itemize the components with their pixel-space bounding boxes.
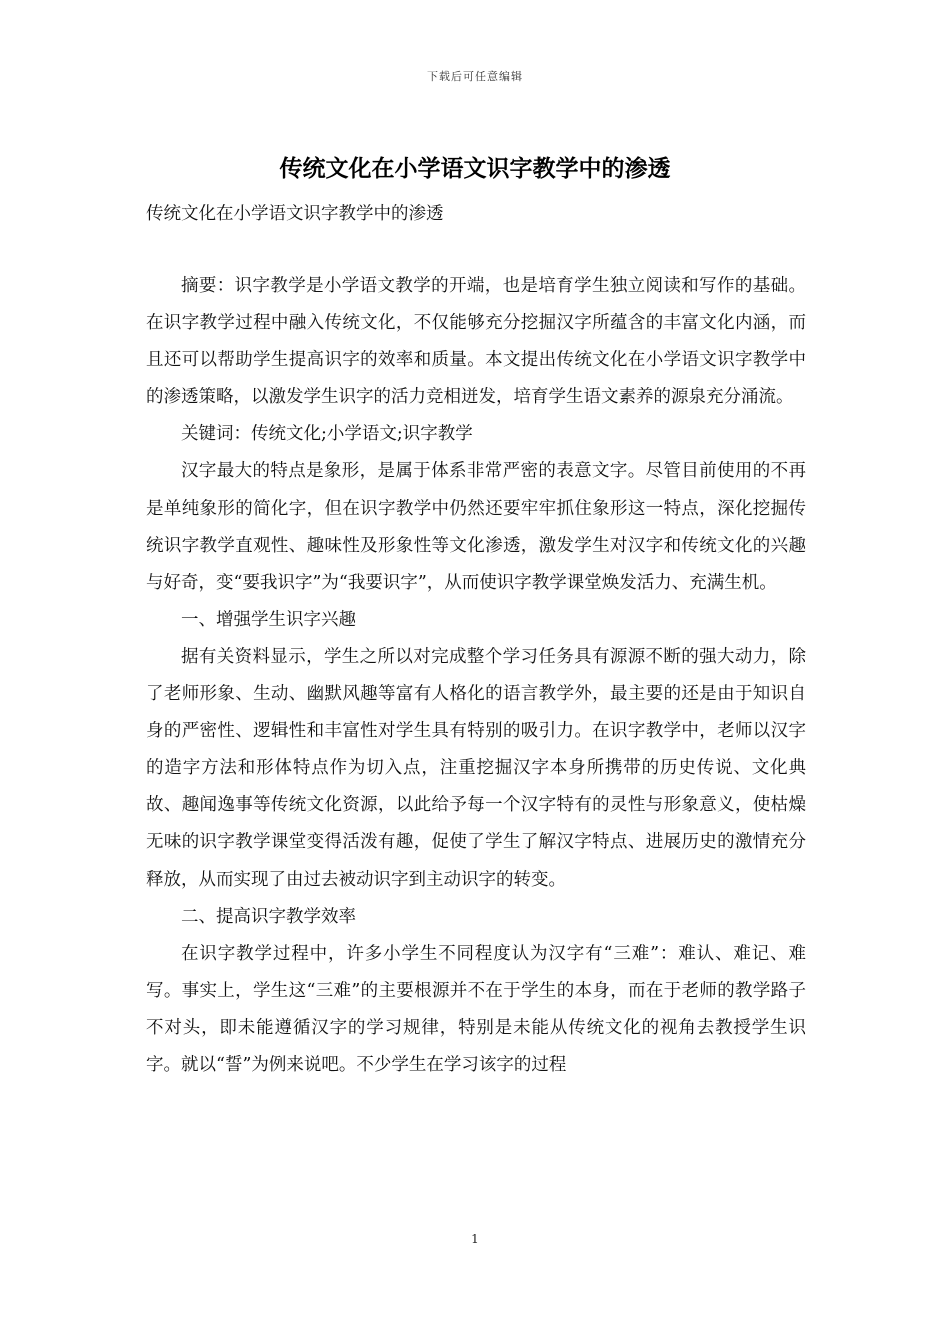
abstract-paragraph: 摘要：识字教学是小学语文教学的开端，也是培育学生独立阅读和写作的基础。在识字教学过程中融入传统文化，不仅能够充分挖掘汉字所蕴含的丰富文化内涵，而且还可以帮助学生提高识字的效率和质量。本文提出传统文化在小学语文识字教学中的渗透策略，以激发学生识字的活力竞相迸发，培育学生语文素养的源泉充分涌流。 — [146, 276, 806, 408]
document-title: 传统文化在小学语文识字教学中的渗透 — [279, 155, 671, 182]
page-number: 1 — [471, 1232, 479, 1246]
document-body — [146, 268, 806, 1084]
section-2-paragraph: 在识字教学过程中，许多小学生不同程度认为汉字有“三难”：难认、难记、难写。事实上，学生这“三难”的主要根源并不在于学生的本身，而在于老师的教学路子不对头，即未能遵循汉字的学习规律，特别是未能从传统文化的视角去教授学生识字。就以“誓”为例来说吧。不少学生在学习该字的过程 — [146, 943, 806, 1075]
document-subtitle: 传统文化在小学语文识字教学中的渗透 — [146, 204, 444, 224]
keywords-paragraph: 关键词：传统文化;小学语文;识字教学 — [181, 424, 473, 445]
intro-paragraph: 汉字最大的特点是象形，是属于体系非常严密的表意文字。尽管目前使用的不再是单纯象形的简化字，但在识字教学中仍然还要牢牢抓住象形这一特点，深化挖掘传统识字教学直观性、趣味性及形象性等文化渗透，激发学生对汉字和传统文化的兴趣与好奇，变“要我识字”为“我要识字”，从而使识字教学课堂焕发活力、充满生机。 — [146, 461, 806, 593]
header-note: 下载后可任意编辑 — [427, 70, 523, 83]
section-heading-2: 二、提高识字教学效率 — [181, 906, 356, 927]
section-1-paragraph: 据有关资料显示，学生之所以对完成整个学习任务具有源源不断的强大动力，除了老师形象、生动、幽默风趣等富有人格化的语言教学外，最主要的还是由于知识自身的严密性、逻辑性和丰富性对学生具有特别的吸引力。在识字教学中，老师以汉字的造字方法和形体特点作为切入点，注重挖掘汉字本身所携带的历史传说、文化典故、趣闻逸事等传统文化资源，以此给予每一个汉字特有的灵性与形象意义，使枯燥无味的识字教学课堂变得活泼有趣，促使了学生了解汉字特点、进展历史的激情充分释放，从而实现了由过去被动识字到主动识字的转变。 — [146, 646, 806, 890]
section-heading-1: 一、增强学生识字兴趣 — [181, 609, 356, 630]
